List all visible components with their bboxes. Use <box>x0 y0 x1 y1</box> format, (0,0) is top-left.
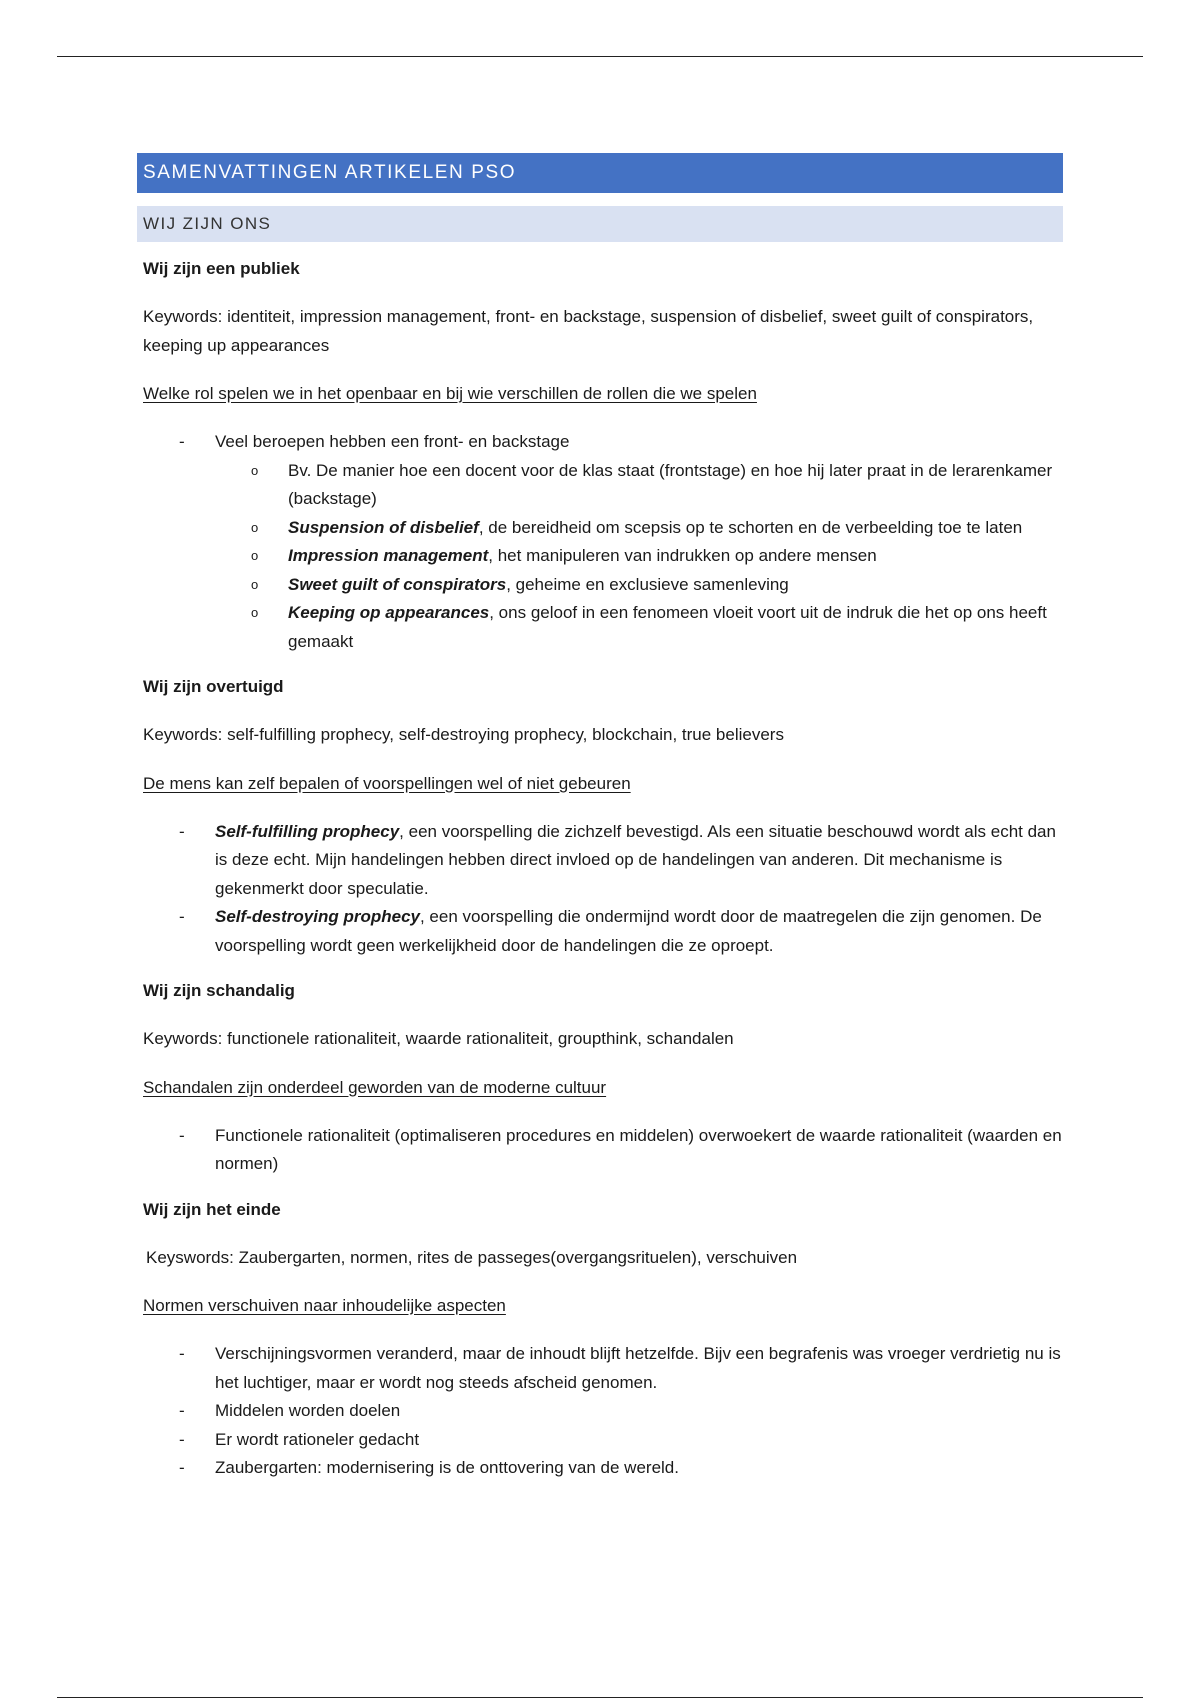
section-title: Wij zijn overtuigd <box>143 677 284 696</box>
footer-rule <box>57 1697 1143 1698</box>
definition: , ons geloof in een fenomeen vloeit voort uit de indruk die het op ons heeft gemaakt <box>288 603 1047 651</box>
term: Keeping op appearances <box>288 603 490 622</box>
list-item-text: Middelen worden doelen <box>215 1401 401 1420</box>
dash-bullet: - <box>179 1458 185 1477</box>
sub-list-item <box>215 542 1063 571</box>
sub-list-item <box>215 599 1063 656</box>
section-title: Wij zijn een publiek <box>143 259 300 278</box>
sub-list-item <box>215 514 1063 543</box>
bullet-list <box>137 1122 1063 1179</box>
keywords: Keywords: identiteit, impression management, front- en backstage, suspension of disbelief, sweet guilt of conspirators, keeping up appearances <box>143 307 1034 355</box>
definition: , geheime en exclusieve samenleving <box>506 574 789 594</box>
term: Suspension of disbelief <box>288 517 479 537</box>
list-item <box>137 1454 1063 1483</box>
list-item-text: Verschijningsvormen veranderd, maar de inhoudt blijft hetzelfde. Bijv een begrafenis was vroeger verdrietig nu is het luchtiger, maar er wordt nog steeds afscheid genomen. <box>215 1344 1061 1392</box>
chapter-heading: WIJ ZIJN ONS <box>137 206 1063 242</box>
list-item <box>137 428 1063 656</box>
term: Self-fulfilling prophecy <box>215 821 400 841</box>
definition: , een voorspelling die ondermijnd wordt door de maatregelen die zijn genomen. De voorspelling wordt geen werkelijkheid door de handelingen die ze oproept. <box>215 907 1042 955</box>
dash-bullet: - <box>179 432 185 451</box>
bullet-list <box>137 428 1063 656</box>
circle-bullet: o <box>251 576 259 592</box>
definition: , een voorspelling die zichzelf bevestigd. Als een situatie beschouwd wordt als echt dan is deze echt. Mijn handelingen hebben direct invloed op de handelingen van anderen. Dit mechanisme is gekenmerkt door speculatie. <box>215 821 1056 898</box>
dash-bullet: - <box>179 1429 185 1449</box>
list-item-text: Er wordt rationeler gedacht <box>215 1429 420 1449</box>
sub-item-text: Bv. De manier hoe een docent voor de klas staat (frontstage) en hoe hij later praat in de lerarenkamer (backstage) <box>288 460 1053 508</box>
definition: , het manipuleren van indrukken op andere mensen <box>488 546 877 565</box>
circle-bullet: o <box>251 462 259 478</box>
keywords: Keywords: self-fulfilling prophecy, self-destroying prophecy, blockchain, true believers <box>143 725 784 744</box>
section-title: Wij zijn schandalig <box>143 981 295 1000</box>
term: Impression management <box>288 546 489 565</box>
section-subheading: Welke rol spelen we in het openbaar en bij wie verschillen de rollen die we spelen <box>143 384 757 403</box>
term: Sweet guilt of conspirators <box>288 574 507 594</box>
list-item-text: Veel beroepen hebben een front- en backstage <box>215 432 570 451</box>
dash-bullet: - <box>179 1344 185 1363</box>
sub-list-item <box>215 457 1063 514</box>
section-subheading: Normen verschuiven naar inhoudelijke aspecten <box>143 1296 506 1315</box>
list-item <box>137 1426 1063 1455</box>
dash-bullet: - <box>179 821 185 841</box>
header-rule <box>57 56 1143 57</box>
bullet-list <box>137 818 1063 961</box>
dash-bullet: - <box>179 1125 185 1145</box>
keywords: Keywords: functionele rationaliteit, waarde rationaliteit, groupthink, schandalen <box>143 1029 734 1048</box>
list-item <box>137 818 1063 904</box>
document-title: SAMENVATTINGEN ARTIKELEN PSO <box>137 153 1063 193</box>
list-item <box>137 903 1063 960</box>
circle-bullet: o <box>251 605 259 620</box>
section-subheading: Schandalen zijn onderdeel geworden van de moderne cultuur <box>143 1077 607 1097</box>
section-subheading: De mens kan zelf bepalen of voorspellingen wel of niet gebeuren <box>143 773 631 793</box>
list-item <box>137 1122 1063 1179</box>
list-item <box>137 1340 1063 1397</box>
bullet-list <box>137 1340 1063 1483</box>
document-body <box>137 153 1063 1483</box>
section-title: Wij zijn het einde <box>143 1199 281 1219</box>
keywords: Keyswords: Zaubergarten, normen, rites de passeges(overgangsrituelen), verschuiven <box>146 1247 798 1267</box>
circle-bullet: o <box>251 548 259 563</box>
dash-bullet: - <box>179 1401 185 1420</box>
term: Self-destroying prophecy <box>215 907 420 926</box>
sub-list-item <box>215 571 1063 600</box>
dash-bullet: - <box>179 907 185 926</box>
list-item-text: Zaubergarten: modernisering is de onttovering van de wereld. <box>215 1458 679 1477</box>
definition: , de bereidheid om scepsis op te schorten en de verbeelding toe te laten <box>478 517 1023 537</box>
circle-bullet: o <box>251 519 259 535</box>
sub-list <box>215 457 1063 657</box>
list-item-text: Functionele rationaliteit (optimaliseren procedures en middelen) overwoekert de waarde rationaliteit (waarden en normen) <box>215 1125 1062 1173</box>
list-item <box>137 1397 1063 1426</box>
